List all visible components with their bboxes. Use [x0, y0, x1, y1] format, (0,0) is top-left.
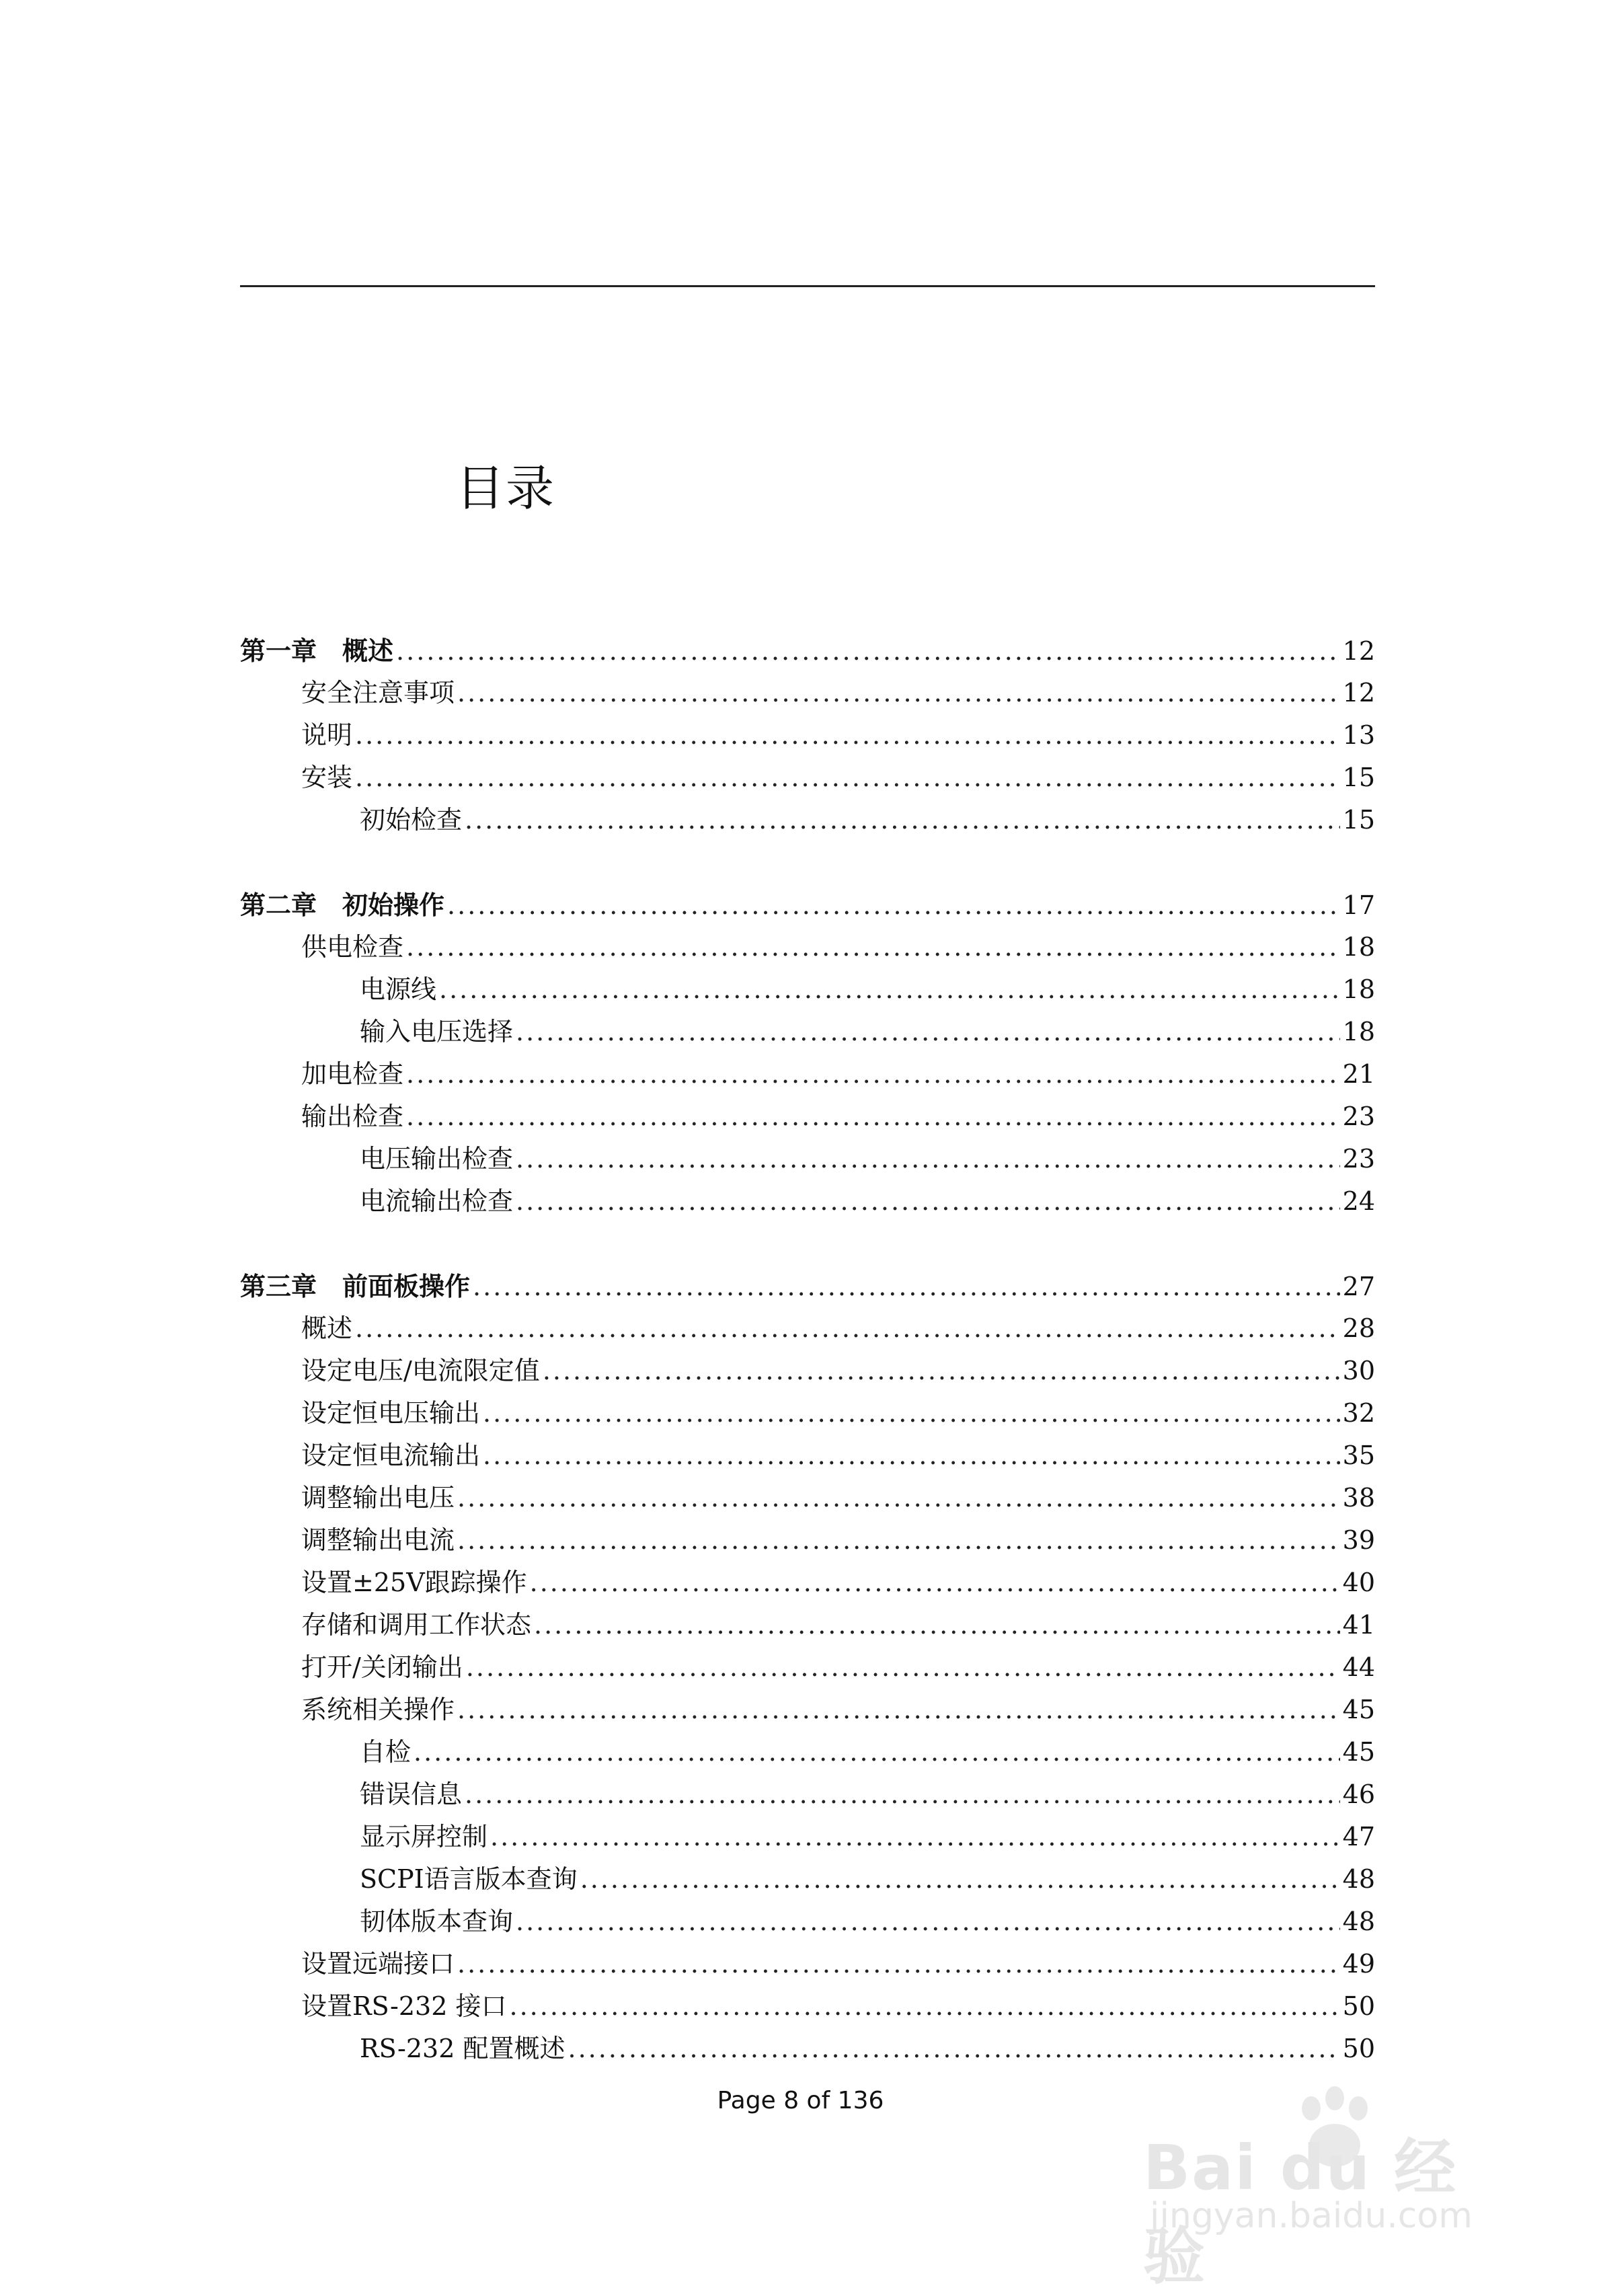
- toc-entry-label: [301, 1477, 455, 1519]
- dot-leader: [568, 2028, 1340, 2070]
- page-number: 23: [1342, 1144, 1375, 1174]
- toc-entry[interactable]: [240, 1646, 1375, 1689]
- dot-leader: [406, 1053, 1340, 1096]
- dot-leader: [355, 714, 1340, 757]
- toc-entry-label: [301, 1943, 455, 1985]
- toc-entry-label: [301, 1604, 531, 1646]
- section-title: 设定恒电压输出: [301, 1398, 481, 1428]
- section-title: 加电检查: [301, 1059, 404, 1089]
- toc-entry-label: [301, 1096, 403, 1138]
- dot-leader: [483, 1434, 1340, 1477]
- page-number: 17: [1342, 890, 1375, 920]
- chapter-number: 第三章: [240, 1271, 317, 1301]
- toc-entry[interactable]: [240, 968, 1375, 1011]
- dot-leader: [447, 884, 1340, 927]
- toc-entry[interactable]: [240, 1519, 1375, 1562]
- page-number: 15: [1342, 805, 1375, 835]
- dot-leader: [516, 1180, 1340, 1223]
- toc-entry-label: [301, 1053, 403, 1096]
- toc-entry-label: [240, 629, 393, 672]
- page-number: 46: [1342, 1780, 1375, 1809]
- dot-leader: [355, 757, 1340, 799]
- page-number: 28: [1342, 1313, 1375, 1343]
- toc-entry[interactable]: [240, 1816, 1375, 1858]
- section-title: 说明: [301, 720, 353, 750]
- dot-leader: [516, 1011, 1340, 1053]
- page-number: 45: [1342, 1695, 1375, 1724]
- page-number: 50: [1342, 2034, 1375, 2063]
- page-number: 24: [1342, 1186, 1375, 1216]
- dot-leader: [457, 1519, 1340, 1562]
- dot-leader: [530, 1562, 1340, 1604]
- toc-entry-label: [360, 2028, 565, 2070]
- toc-entry[interactable]: [240, 1138, 1375, 1180]
- table-of-contents: [240, 629, 1375, 2070]
- toc-entry[interactable]: [240, 1943, 1375, 1985]
- dot-leader: [510, 1985, 1340, 2028]
- page-number: 47: [1342, 1822, 1375, 1851]
- section-title: 设定恒电流输出: [301, 1441, 481, 1470]
- section-title: 韧体版本查询: [360, 1907, 514, 1936]
- dot-leader: [473, 1266, 1340, 1308]
- toc-entry-label: [360, 968, 436, 1011]
- section-title: 输入电压选择: [360, 1017, 514, 1046]
- section-title: 调整输出电压: [301, 1483, 455, 1513]
- dot-leader: [466, 1646, 1340, 1689]
- dot-leader: [457, 1689, 1340, 1731]
- page-number: 18: [1342, 974, 1375, 1004]
- toc-entry-label: [301, 1350, 540, 1392]
- toc-entry-label: [360, 1180, 513, 1223]
- toc-entry[interactable]: [240, 672, 1375, 714]
- toc-title: 目录: [456, 460, 556, 516]
- section-title: 系统相关操作: [301, 1695, 455, 1724]
- toc-entry-label: [301, 757, 352, 799]
- toc-entry[interactable]: [240, 1096, 1375, 1138]
- toc-entry[interactable]: [240, 1053, 1375, 1096]
- page-number: 44: [1342, 1652, 1375, 1682]
- toc-entry[interactable]: [240, 1477, 1375, 1519]
- section-title: 调整输出电流: [301, 1525, 455, 1555]
- section-title: 初始检查: [360, 805, 463, 835]
- page-number: 50: [1342, 1991, 1375, 2021]
- dot-leader: [465, 1773, 1340, 1816]
- dot-leader: [465, 799, 1340, 841]
- toc-entry-label: [360, 1138, 513, 1180]
- toc-chapter-entry[interactable]: [240, 1265, 1375, 1307]
- toc-entry[interactable]: [240, 1307, 1375, 1350]
- toc-entry[interactable]: [240, 1901, 1375, 1943]
- section-title: 安装: [301, 763, 353, 792]
- toc-entry-label: [301, 1985, 507, 2028]
- toc-entry[interactable]: [240, 1350, 1375, 1392]
- page-number: 45: [1342, 1737, 1375, 1767]
- section-title: 安全注意事项: [301, 678, 455, 707]
- section-title: 设置RS-232 接口: [301, 1991, 507, 2021]
- dot-leader: [406, 926, 1340, 968]
- page-number: 12: [1342, 636, 1375, 666]
- dot-leader: [457, 1477, 1340, 1519]
- toc-entry-label: [301, 1307, 352, 1350]
- toc-entry[interactable]: [240, 1689, 1375, 1731]
- chapter-title: 初始操作: [342, 890, 445, 920]
- watermark-brand: Bai du 经验: [1143, 2132, 1458, 2293]
- header-rule: [240, 285, 1375, 287]
- toc-entry[interactable]: [240, 1180, 1375, 1223]
- toc-entry-label: [301, 1519, 455, 1562]
- page-number: 35: [1342, 1441, 1375, 1470]
- section-title: 设定电压/电流限定值: [301, 1356, 540, 1385]
- toc-entry-label: [360, 1731, 411, 1773]
- page-number: 49: [1342, 1949, 1375, 1979]
- section-title: SCPI语言版本查询: [360, 1864, 578, 1894]
- section-title: RS-232 配置概述: [360, 2034, 565, 2063]
- dot-leader: [406, 1096, 1340, 1138]
- section-title: 错误信息: [360, 1780, 463, 1809]
- toc-entry[interactable]: [240, 1604, 1375, 1646]
- dot-leader: [534, 1604, 1340, 1646]
- dot-leader: [355, 1307, 1340, 1350]
- page-number: 30: [1342, 1356, 1375, 1385]
- section-title: 电流输出检查: [360, 1186, 514, 1216]
- toc-chapter-entry[interactable]: [240, 629, 1375, 672]
- page-number: 39: [1342, 1525, 1375, 1555]
- page-number: 18: [1342, 1017, 1375, 1046]
- dot-leader: [516, 1138, 1340, 1180]
- toc-entry-label: [301, 926, 403, 968]
- toc-entry-label: [360, 799, 462, 841]
- section-title: 设置远端接口: [301, 1949, 455, 1979]
- page-number: 32: [1342, 1398, 1375, 1428]
- toc-entry-label: [301, 1562, 527, 1604]
- toc-entry-label: [360, 1816, 487, 1858]
- dot-leader: [483, 1392, 1340, 1434]
- dot-leader: [580, 1858, 1340, 1901]
- toc-entry[interactable]: [240, 1858, 1375, 1901]
- toc-entry[interactable]: [240, 757, 1375, 799]
- page-footer: Page 8 of 136: [717, 2087, 884, 2114]
- toc-entry-label: [360, 1011, 513, 1053]
- page-number: 48: [1342, 1907, 1375, 1936]
- section-title: 显示屏控制: [360, 1822, 488, 1851]
- toc-entry-label: [301, 672, 455, 714]
- page-number: 15: [1342, 763, 1375, 792]
- toc-entry[interactable]: [240, 2028, 1375, 2070]
- chapter-number: 第二章: [240, 890, 317, 920]
- toc-entry[interactable]: [240, 1731, 1375, 1773]
- toc-entry-label: [301, 1392, 480, 1434]
- toc-entry-label: [240, 884, 444, 926]
- chapter-number: 第一章: [240, 636, 317, 666]
- section-title: 概述: [301, 1313, 353, 1343]
- page-number: 48: [1342, 1864, 1375, 1894]
- page-number: 12: [1342, 678, 1375, 707]
- page-number: 41: [1342, 1610, 1375, 1640]
- toc-entry[interactable]: [240, 1011, 1375, 1053]
- chapter-title: 前面板操作: [342, 1271, 471, 1301]
- toc-entry[interactable]: [240, 1562, 1375, 1604]
- dot-leader: [457, 672, 1340, 714]
- toc-entry-label: [240, 1265, 470, 1307]
- toc-entry-label: [301, 714, 352, 757]
- section-title: 打开/关闭输出: [301, 1652, 463, 1682]
- toc-entry[interactable]: [240, 714, 1375, 757]
- toc-entry[interactable]: [240, 1434, 1375, 1477]
- section-title: 自检: [360, 1737, 412, 1767]
- toc-entry-label: [301, 1646, 463, 1689]
- toc-entry-label: [360, 1901, 513, 1943]
- dot-leader: [396, 630, 1340, 673]
- dot-leader: [414, 1731, 1340, 1773]
- page-number: 40: [1342, 1568, 1375, 1597]
- page-number: 23: [1342, 1102, 1375, 1131]
- section-title: 设置±25V跟踪操作: [301, 1568, 527, 1597]
- section-title: 存储和调用工作状态: [301, 1610, 532, 1640]
- toc-entry-label: [360, 1773, 462, 1816]
- dot-leader: [543, 1350, 1340, 1392]
- section-title: 输出检查: [301, 1102, 404, 1131]
- toc-entry[interactable]: [240, 1985, 1375, 2028]
- toc-entry-label: [360, 1858, 578, 1901]
- toc-entry-label: [301, 1689, 455, 1731]
- dot-leader: [490, 1816, 1340, 1858]
- page-number: 18: [1342, 932, 1375, 962]
- toc-entry[interactable]: [240, 799, 1375, 841]
- section-title: 电压输出检查: [360, 1144, 514, 1174]
- page-number: 38: [1342, 1483, 1375, 1513]
- toc-entry[interactable]: [240, 1392, 1375, 1434]
- baidu-jingyan-watermark: [1143, 2071, 1520, 2293]
- dot-leader: [516, 1901, 1340, 1943]
- toc-chapter-entry[interactable]: [240, 884, 1375, 926]
- toc-entry[interactable]: [240, 926, 1375, 968]
- dot-leader: [439, 968, 1340, 1011]
- dot-leader: [457, 1943, 1340, 1985]
- toc-entry-label: [301, 1434, 480, 1477]
- page-number: 13: [1342, 720, 1375, 750]
- toc-entry[interactable]: [240, 1773, 1375, 1816]
- section-title: 供电检查: [301, 932, 404, 962]
- page-number: 21: [1342, 1059, 1375, 1089]
- chapter-title: 概述: [342, 636, 394, 666]
- section-title: 电源线: [360, 974, 437, 1004]
- page-number: 27: [1342, 1272, 1375, 1301]
- watermark-url: jingyan.baidu.com: [1150, 2196, 1473, 2236]
